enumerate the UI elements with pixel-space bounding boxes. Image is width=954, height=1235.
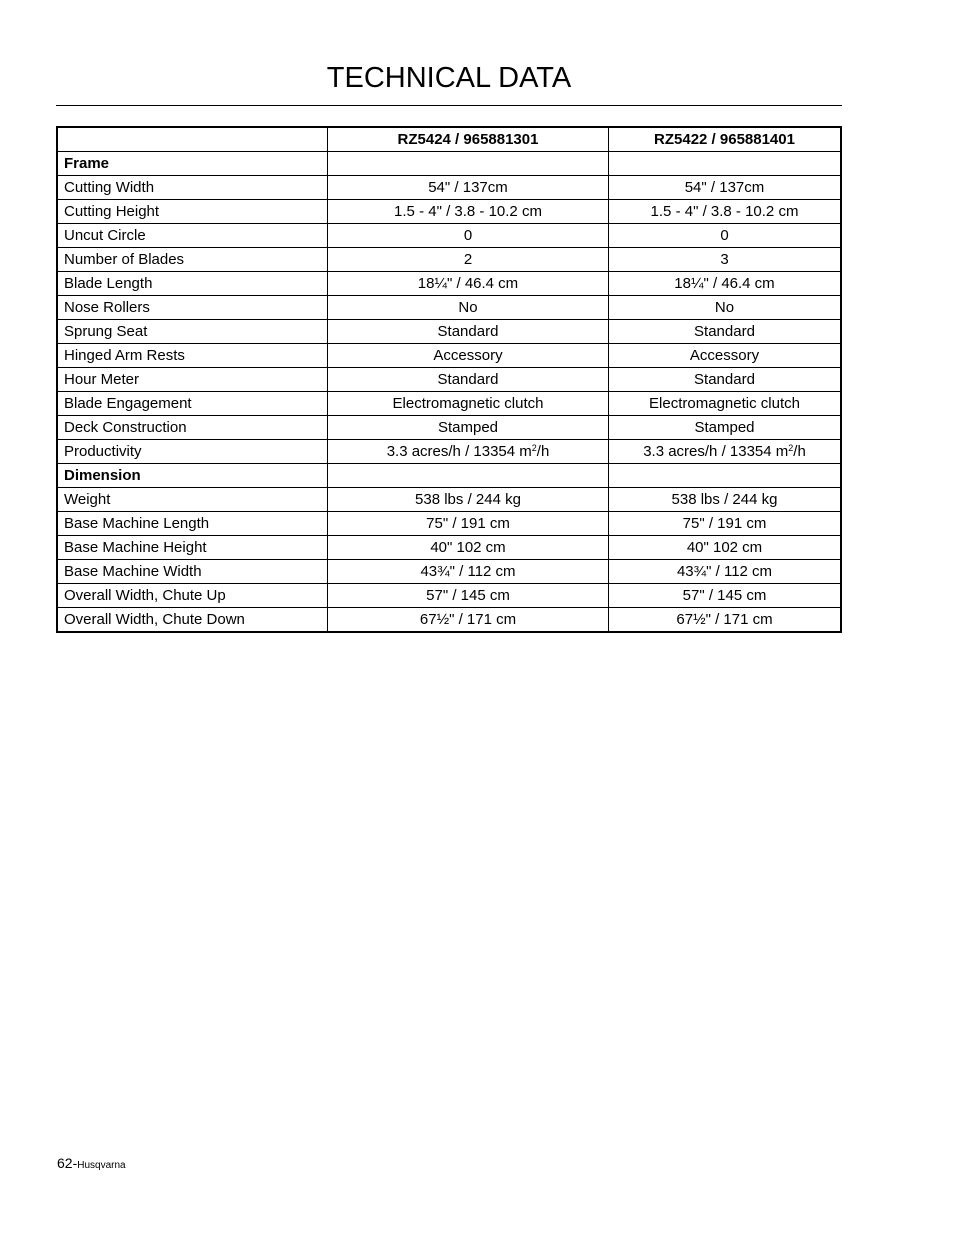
technical-data-table: [56, 126, 842, 633]
value-a: 538 lbs / 244 kg: [328, 488, 609, 512]
empty-cell: [328, 152, 609, 176]
value-b: 57" / 145 cm: [609, 584, 842, 608]
value-a: Electromagnetic clutch: [328, 392, 609, 416]
page-title: TECHNICAL DATA: [326, 62, 572, 94]
value-a: 54" / 137cm: [328, 176, 609, 200]
page-footer: [57, 1155, 126, 1171]
row-label: Cutting Height: [57, 200, 328, 224]
table-row: [57, 296, 841, 320]
table-row: [57, 224, 841, 248]
empty-cell: [609, 152, 842, 176]
row-label: Hinged Arm Rests: [57, 344, 328, 368]
value-a: Accessory: [328, 344, 609, 368]
table-row: [57, 512, 841, 536]
value-a: 43¾" / 112 cm: [328, 560, 609, 584]
section-row-dimension: [57, 464, 841, 488]
row-label: Overall Width, Chute Up: [57, 584, 328, 608]
value-b: 1.5 - 4" / 3.8 - 10.2 cm: [609, 200, 842, 224]
table-row-productivity: [57, 440, 841, 464]
row-label: Weight: [57, 488, 328, 512]
value-a: 18¼" / 46.4 cm: [328, 272, 609, 296]
value-b: Accessory: [609, 344, 842, 368]
table-header-row: [57, 127, 841, 152]
row-label: Base Machine Height: [57, 536, 328, 560]
value-a: Standard: [328, 368, 609, 392]
table-row: [57, 320, 841, 344]
page-number: 62-: [57, 1155, 78, 1171]
value-a: Standard: [328, 320, 609, 344]
value-a: 1.5 - 4" / 3.8 - 10.2 cm: [328, 200, 609, 224]
table-row: [57, 488, 841, 512]
table-row: [57, 416, 841, 440]
row-label: Base Machine Length: [57, 512, 328, 536]
row-label: Number of Blades: [57, 248, 328, 272]
value-b: 43¾" / 112 cm: [609, 560, 842, 584]
row-label: Hour Meter: [57, 368, 328, 392]
header-model-b: RZ5422 / 965881401: [609, 127, 842, 152]
section-label: Dimension: [57, 464, 328, 488]
header-empty-cell: [57, 127, 328, 152]
empty-cell: [609, 464, 842, 488]
table-row: [57, 176, 841, 200]
row-label: Sprung Seat: [57, 320, 328, 344]
row-label: Blade Engagement: [57, 392, 328, 416]
value-b: Standard: [609, 368, 842, 392]
row-label: Cutting Width: [57, 176, 328, 200]
row-label: Productivity: [57, 440, 328, 464]
value-b: Stamped: [609, 416, 842, 440]
table-row: [57, 392, 841, 416]
value-a: No: [328, 296, 609, 320]
title-divider: [56, 105, 842, 106]
empty-cell: [328, 464, 609, 488]
value-b: 67½" / 171 cm: [609, 608, 842, 633]
table-row: [57, 584, 841, 608]
value-text: 3.3 acres/h / 13354 m: [386, 443, 532, 460]
table-row: [57, 536, 841, 560]
row-label: Base Machine Width: [57, 560, 328, 584]
row-label: Blade Length: [57, 272, 328, 296]
row-label: Uncut Circle: [57, 224, 328, 248]
table-row: [57, 368, 841, 392]
section-label: Frame: [57, 152, 328, 176]
value-a: 40" 102 cm: [328, 536, 609, 560]
table-row: [57, 200, 841, 224]
value-b: 75" / 191 cm: [609, 512, 842, 536]
superscript: 2: [531, 443, 537, 453]
brand-name: Husqvarna: [77, 1160, 126, 1171]
value-b: No: [609, 296, 842, 320]
section-row-frame: [57, 152, 841, 176]
value-a: 0: [328, 224, 609, 248]
table-row: [57, 344, 841, 368]
superscript: 2: [788, 443, 794, 453]
value-a: Stamped: [328, 416, 609, 440]
value-unit: /h: [793, 443, 806, 460]
value-b: [609, 440, 842, 464]
value-b: 18¼" / 46.4 cm: [609, 272, 842, 296]
table-row: [57, 272, 841, 296]
value-b: 40" 102 cm: [609, 536, 842, 560]
value-a: 67½" / 171 cm: [328, 608, 609, 633]
row-label: Deck Construction: [57, 416, 328, 440]
value-b: Electromagnetic clutch: [609, 392, 842, 416]
value-text: 3.3 acres/h / 13354 m: [643, 443, 789, 460]
value-a: 57" / 145 cm: [328, 584, 609, 608]
value-b: Standard: [609, 320, 842, 344]
value-b: 538 lbs / 244 kg: [609, 488, 842, 512]
value-a: 75" / 191 cm: [328, 512, 609, 536]
row-label: Nose Rollers: [57, 296, 328, 320]
header-model-a: RZ5424 / 965881301: [328, 127, 609, 152]
table-row: [57, 608, 841, 633]
value-a: [328, 440, 609, 464]
row-label: Overall Width, Chute Down: [57, 608, 328, 633]
value-b: 3: [609, 248, 842, 272]
table-row: [57, 248, 841, 272]
value-a: 2: [328, 248, 609, 272]
value-unit: /h: [536, 443, 550, 460]
value-b: 54" / 137cm: [609, 176, 842, 200]
value-b: 0: [609, 224, 842, 248]
table-row: [57, 560, 841, 584]
